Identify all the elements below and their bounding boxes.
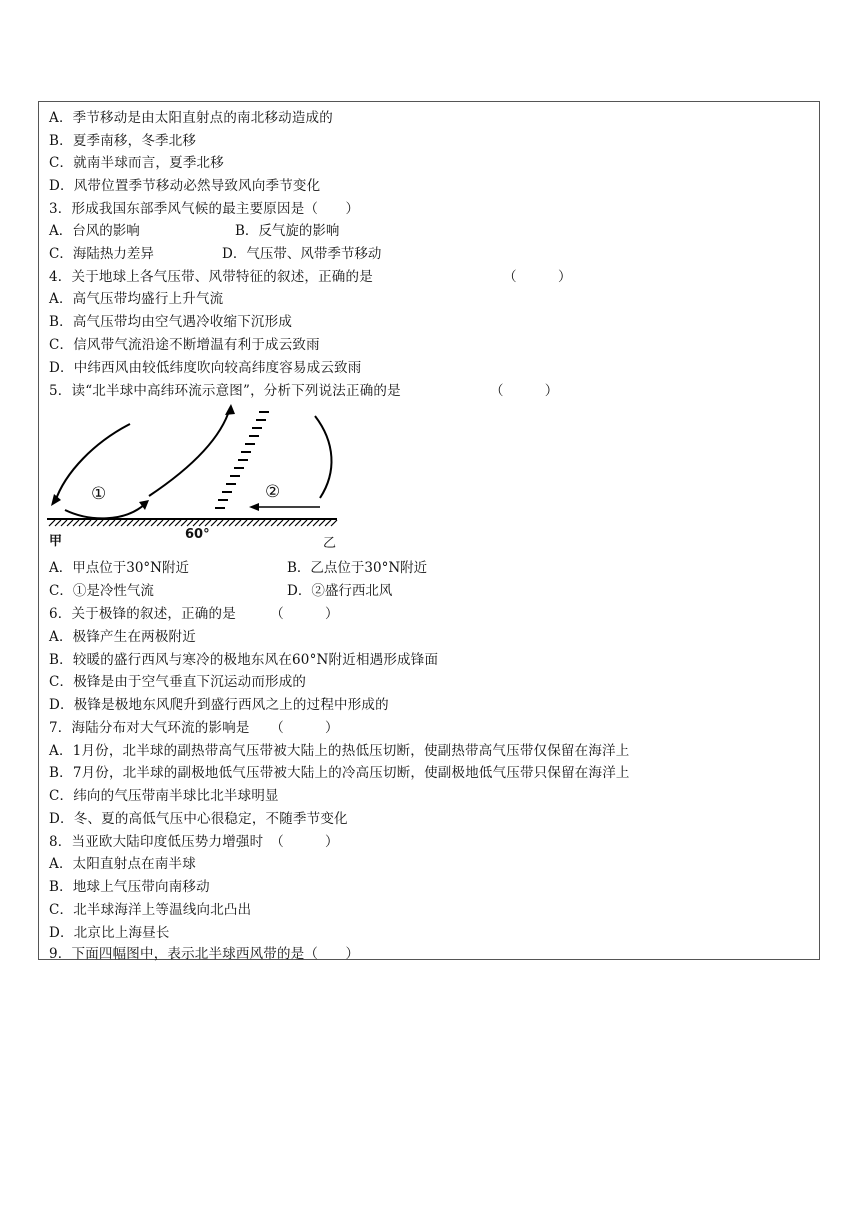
label-60: 60°: [185, 527, 210, 542]
text-line: D．中纬西风由较低纬度吹向较高纬度容易成云致雨: [49, 360, 362, 376]
text-line: B．高气压带均由空气遇冷收缩下沉形成: [49, 314, 293, 330]
option-d: D．②盛行西北风: [287, 583, 393, 599]
option-b: B．反气旋的影响: [235, 223, 340, 239]
circle-2-label: ②: [265, 482, 281, 502]
text-line: 6．关于极锋的叙述，正确的是 （ ）: [49, 606, 339, 622]
option-c: C．海陆热力差异: [49, 246, 154, 262]
option-a: A．甲点位于30°N附近: [49, 560, 189, 576]
text-line: A．极锋产生在两极附近: [49, 629, 196, 645]
text-line: D．北京比上海昼长: [49, 925, 170, 941]
text-line: C．就南半球而言，夏季北移: [49, 155, 224, 171]
text-line: 7．海陆分布对大气环流的影响是 （ ）: [49, 720, 339, 736]
option-c: C．①是冷性气流: [49, 583, 154, 599]
text-line: A．季节移动是由太阳直射点的南北移动造成的: [49, 110, 333, 126]
left-arc-arrowhead: [51, 494, 61, 506]
arrow-2-head: [249, 503, 259, 511]
left-cell-bottom-arc: [65, 504, 145, 518]
text-line: C．纬向的气压带南半球比北半球明显: [49, 788, 279, 804]
text-line: 9．下面四幅图中，表示北半球西风带的是（ ）: [49, 946, 360, 962]
text-line: B．7月份，北半球的副极地低气压带被大陆上的冷高压切断，使副极地低气压带只保留在海洋上: [49, 765, 630, 781]
text-line: B．夏季南移，冬季北移: [49, 133, 197, 149]
text-line: 3．形成我国东部季风气候的最主要原因是（ ）: [49, 201, 360, 217]
text-line: D．风带位置季节移动必然导致风向季节变化: [49, 178, 321, 194]
text-line: C．北半球海洋上等温线向北凸出: [49, 902, 252, 918]
text-line: B．较暖的盛行西风与寒冷的极地东风在60°N附近相遇形成锋面: [49, 652, 439, 668]
middle-rising-arc: [149, 408, 230, 496]
text-line: 5．读“北半球中高纬环流示意图”，分析下列说法正确的是 （ ）: [49, 383, 559, 399]
ground-hatching: [49, 520, 337, 526]
option-d: D．气压带、风带季节移动: [222, 246, 382, 262]
text-line: A．高气压带均盛行上升气流: [49, 291, 224, 307]
text-line: A．1月份，北半球的副热带高气压带被大陆上的热低压切断，使副热带高气压带仅保留在海洋上: [49, 743, 630, 759]
circulation-diagram: [45, 402, 345, 550]
right-arc: [315, 416, 331, 498]
question-box: [38, 101, 820, 960]
label-jia: 甲: [49, 534, 63, 549]
option-a: A．台风的影响: [49, 223, 140, 239]
text-line: 8．当亚欧大陆印度低压势力增强时 （ ）: [49, 834, 339, 850]
text-line: C．信风带气流沿途不断增温有利于成云致雨: [49, 337, 320, 353]
label-yi: 乙: [323, 536, 337, 551]
text-line: 4．关于地球上各气压带、风带特征的叙述，正确的是 （ ）: [49, 269, 572, 285]
option-b: B．乙点位于30°N附近: [287, 560, 428, 576]
circle-1-label: ①: [91, 484, 107, 504]
middle-arc-arrowhead: [225, 404, 235, 415]
text-line: B．地球上气压带向南移动: [49, 879, 210, 895]
text-line: C．极锋是由于空气垂直下沉运动而形成的: [49, 674, 307, 690]
text-line: D．冬、夏的高低气压中心很稳定，不随季节变化: [49, 811, 348, 827]
text-line: D．极锋是极地东风爬升到盛行西风之上的过程中形成的: [49, 697, 389, 713]
text-line: A．太阳直射点在南半球: [49, 856, 196, 872]
